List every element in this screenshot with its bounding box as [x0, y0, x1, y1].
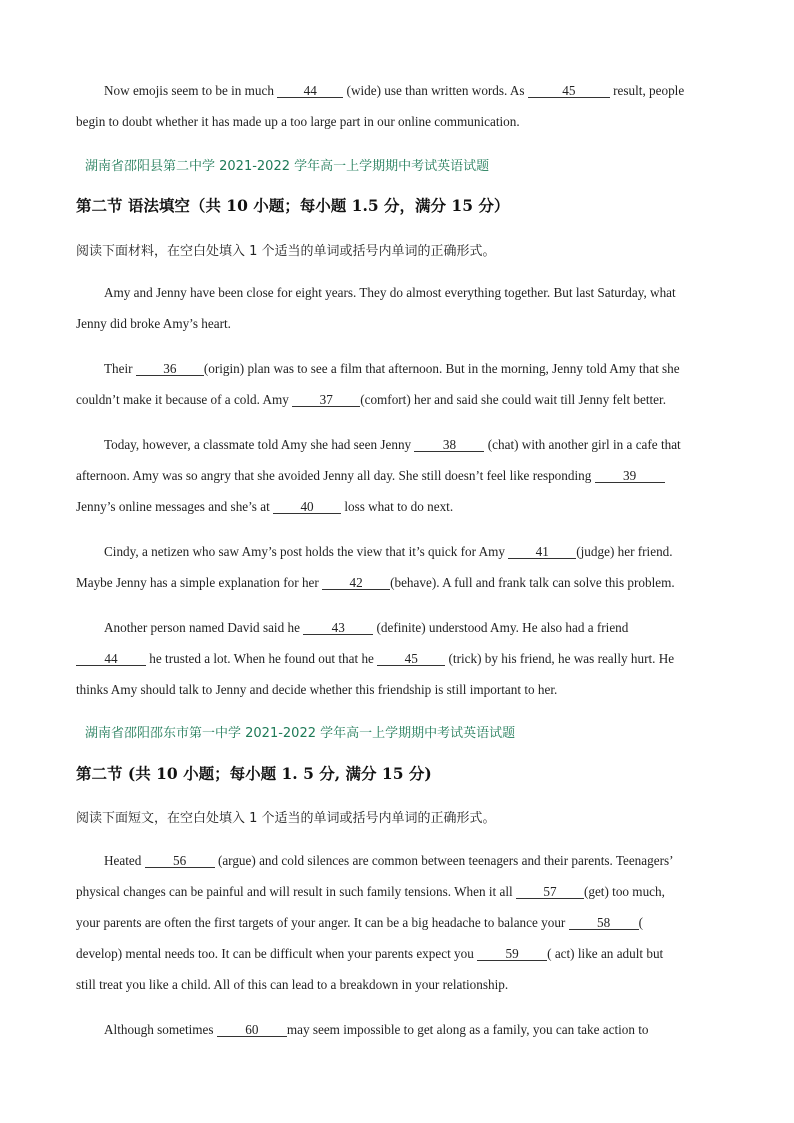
text-line: develop) mental needs too. It can be difficult when your parents expect you 59 ( act) like an adult but [76, 946, 664, 961]
blank-37[interactable]: 37 [292, 393, 360, 407]
text-line: Heated 56 (argue) and cold silences are common between teenagers and their parents. Teenagers’ [104, 853, 674, 868]
text-line: Jenny’s online messages and she’s at 40 loss what to do next. [76, 499, 454, 514]
text-line: Jenny did broke Amy’s heart. [76, 316, 231, 331]
text-line: 44 he trusted a lot. When he found out that he 45 (trick) by his friend, he was really hurt. He [76, 651, 674, 667]
blank-36[interactable]: 36 [136, 362, 204, 376]
instruction-1: 阅读下面材料，在空白处填入 1 个适当的单词或括号内单词的正确形式。 [76, 244, 496, 259]
text-line: afternoon. Amy was so angry that she avoided Jenny all day. She still doesn’t feel like responding 39 [76, 468, 665, 484]
blank-44[interactable]: 44 [277, 84, 343, 98]
blank-58[interactable]: 58 [569, 916, 639, 930]
blank-56[interactable]: 56 [145, 854, 215, 868]
text-line: Although sometimes 60 may seem impossible to get along as a family, you can take action to [104, 1022, 649, 1037]
text-line: Now emojis seem to be in much 44 (wide) use than written words. As 45 result, people [104, 83, 685, 98]
blank-43[interactable]: 43 [303, 621, 373, 635]
blank-40[interactable]: 40 [273, 500, 341, 514]
section-heading-2: 第二节 (共 10 小题；每小题 1. 5 分, 满分 15 分) [76, 764, 432, 783]
source-title-1: 湖南省邵阳县第二中学 2021-2022 学年高一上学期期中考试英语试题 [85, 159, 490, 174]
instruction-2: 阅读下面短文，在空白处填入 1 个适当的单词或括号内单词的正确形式。 [76, 811, 496, 826]
text-line: Cindy, a netizen who saw Amy’s post holds the view that it’s quick for Amy 41 (judge) her friend. [104, 544, 673, 559]
text-line: couldn’t make it because of a cold. Amy 37 (comfort) her and said she could wait till Jenny felt better. [76, 392, 666, 407]
blank-59[interactable]: 59 [477, 947, 547, 961]
text-line: Amy and Jenny have been close for eight years. They do almost everything together. But last Saturday, what [104, 285, 676, 300]
blank-39[interactable]: 39 [595, 469, 665, 483]
blank-45[interactable]: 45 [528, 84, 610, 98]
text-line: Today, however, a classmate told Amy she had seen Jenny 38 (chat) with another girl in a cafe that [104, 437, 681, 452]
text-line: Maybe Jenny has a simple explanation for her 42 (behave). A full and frank talk can solve this problem. [76, 575, 675, 590]
section-heading-1: 第二节 语法填空（共 10 小题；每小题 1.5 分，满分 15 分） [76, 196, 510, 215]
text-line: Another person named David said he 43 (definite) understood Amy. He also had a friend [104, 620, 629, 635]
text-line: thinks Amy should talk to Jenny and decide whether this friendship is still important to her. [76, 682, 558, 697]
blank-44b[interactable]: 44 [76, 652, 146, 666]
text-line: still treat you like a child. All of this can lead to a breakdown in your relationship. [76, 977, 509, 992]
blank-38[interactable]: 38 [414, 438, 484, 452]
text-line: begin to doubt whether it has made up a too large part in our online communication. [76, 114, 520, 129]
text-line: your parents are often the first targets of your anger. It can be a big headache to balance your 58 ( [76, 915, 644, 930]
text-line: physical changes can be painful and will result in such family tensions. When it all 57 (get) too much, [76, 884, 665, 899]
blank-45b[interactable]: 45 [377, 652, 445, 666]
blank-60[interactable]: 60 [217, 1023, 287, 1037]
source-title-2: 湖南省邵阳邵东市第一中学 2021-2022 学年高一上学期期中考试英语试题 [85, 726, 516, 741]
blank-41[interactable]: 41 [508, 545, 576, 559]
blank-42[interactable]: 42 [322, 576, 390, 590]
blank-57[interactable]: 57 [516, 885, 584, 899]
text-line: Their 36 (origin) plan was to see a film that afternoon. But in the morning, Jenny told Amy that she [104, 361, 680, 376]
